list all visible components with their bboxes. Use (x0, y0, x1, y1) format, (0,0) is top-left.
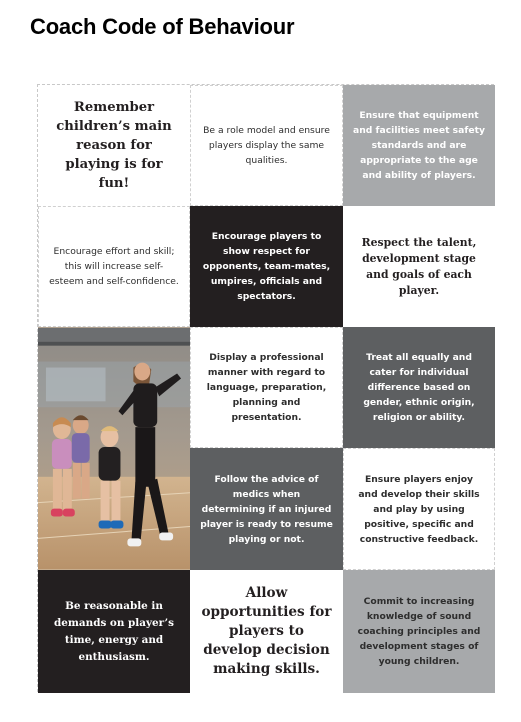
tile-medical-advice-text: Follow the advice of medics when determining if an injured player is ready to resume playing or not. (200, 473, 333, 545)
tile-equipment-safety (343, 85, 495, 206)
tile-treat-equally-text: Treat all equally and cater for individual difference based on gender, ethnic origin, religion or ability. (363, 352, 475, 423)
tile-fun-text: Remember children’s main reason for playing is for fun! (56, 100, 172, 191)
tile-enjoy-develop-text: Ensure players enjoy and develop their skills and play by using positive, specific and constructive feedback. (358, 473, 480, 545)
tile-professional-manner (190, 327, 343, 448)
tile-coaching-knowledge (343, 570, 495, 693)
tile-encourage-effort (38, 206, 190, 327)
tile-medical-advice (190, 448, 343, 570)
tile-decision-making-text: Allow opportunities for players to develop decision making skills. (201, 585, 332, 677)
tile-respect-talent (343, 206, 495, 327)
tile-encourage-respect-text: Encourage players to show respect for opponents, team-mates, umpires, officials and spectators. (202, 231, 331, 302)
tile-role-model-text: Be a role model and ensure players display the same qualities. (203, 125, 330, 166)
tile-reasonable-demands-text: Be reasonable in demands on player’s time, energy and enthusiasm. (54, 599, 174, 663)
tile-enjoy-develop (343, 448, 495, 570)
coach-children-illustration (38, 327, 190, 570)
tile-fun (38, 85, 190, 206)
tile-encourage-effort-text: Encourage effort and skill; this will increase self-esteem and self-confidence. (49, 246, 179, 287)
tile-respect-talent-text: Respect the talent, development stage and goals of each player. (361, 235, 477, 297)
tile-role-model (190, 85, 343, 206)
tile-equipment-safety-text: Ensure that equipment and facilities meet safety standards and are appropriate to the age and ability of players. (353, 110, 485, 181)
tile-decision-making (190, 570, 343, 693)
code-of-behaviour-grid (37, 84, 494, 692)
page-title: Coach Code of Behaviour (30, 14, 295, 39)
tile-professional-manner-text: Display a professional manner with regard to language, preparation, planning and presentation. (206, 352, 327, 423)
coach-children-photo (38, 327, 190, 570)
tile-encourage-respect (190, 206, 343, 327)
tile-treat-equally (343, 327, 495, 448)
tile-coaching-knowledge-text: Commit to increasing knowledge of sound coaching principles and development stages of young children. (357, 596, 481, 667)
tile-reasonable-demands (38, 570, 190, 693)
